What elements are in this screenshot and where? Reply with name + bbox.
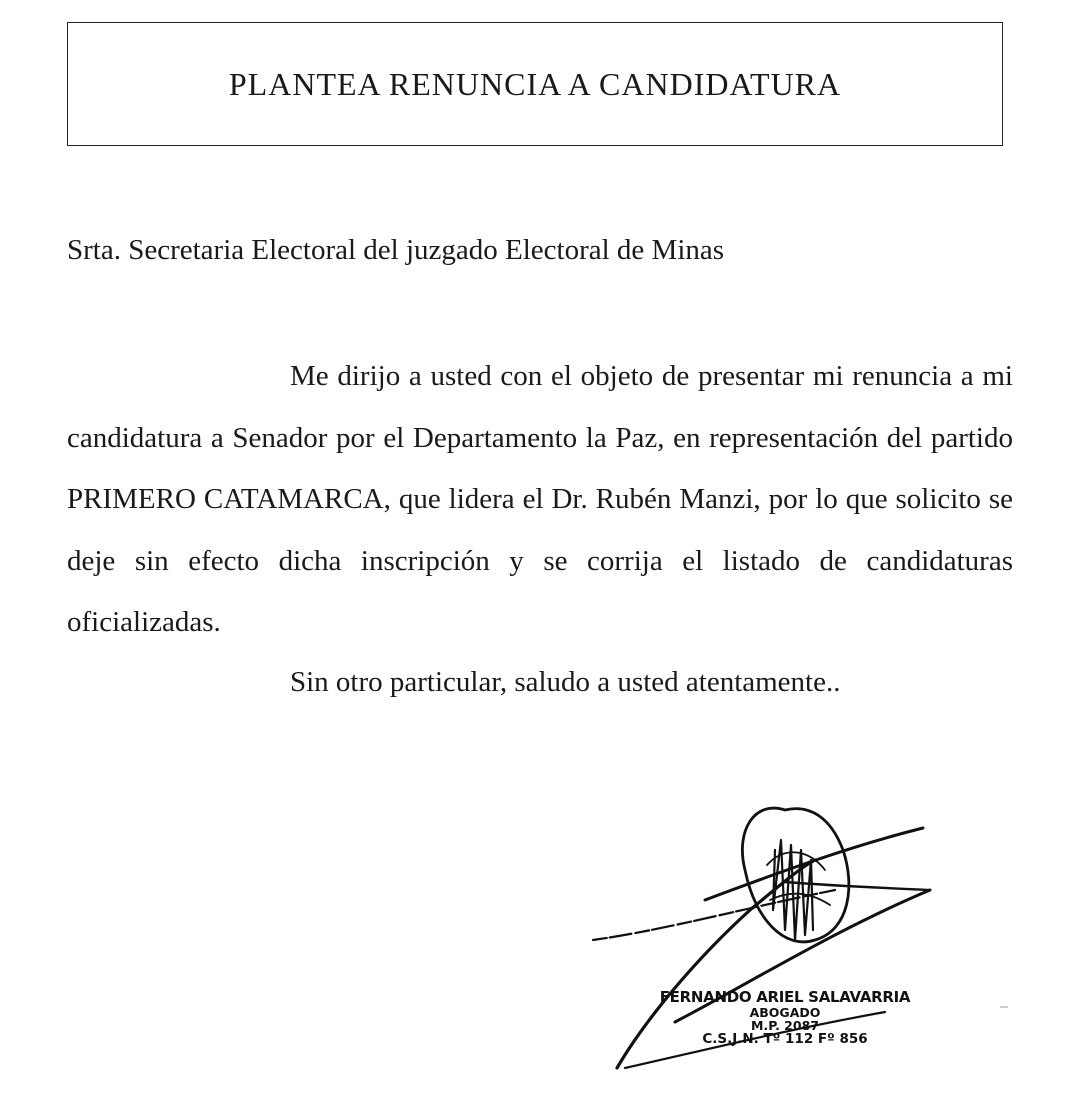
stamp-mp: M.P. 2087	[751, 1017, 819, 1033]
document-title: PLANTEA RENUNCIA A CANDIDATURA	[228, 65, 842, 102]
body-paragraph	[67, 346, 1013, 654]
speck-mark	[1000, 1006, 1008, 1008]
stamp-name: FERNANDO ARIEL SALAVARRIA	[659, 988, 911, 1006]
stamp-csjn: C.S.J.N. Tº 112 Fº 856	[702, 1031, 868, 1047]
title-box	[67, 22, 1003, 146]
signature-stamp	[655, 990, 915, 1046]
closing-line: Sin otro particular, saludo a usted atentamente..	[290, 666, 841, 698]
stamp-title: ABOGADO	[749, 1004, 821, 1020]
body-text: Me dirijo a usted con el objeto de presentar mi renuncia a mi candidatura a Senador por el Departamento la Paz, en representación del partido PRIMERO CATAMARCA, que lidera el Dr. Rubén Manzi, por lo que solicito se deje sin efecto dicha inscripción y se corrija el listado de candidaturas oficializadas.	[67, 360, 1013, 638]
signature-block	[585, 790, 945, 1080]
addressee-line: Srta. Secretaria Electoral del juzgado Electoral de Minas	[67, 234, 725, 266]
